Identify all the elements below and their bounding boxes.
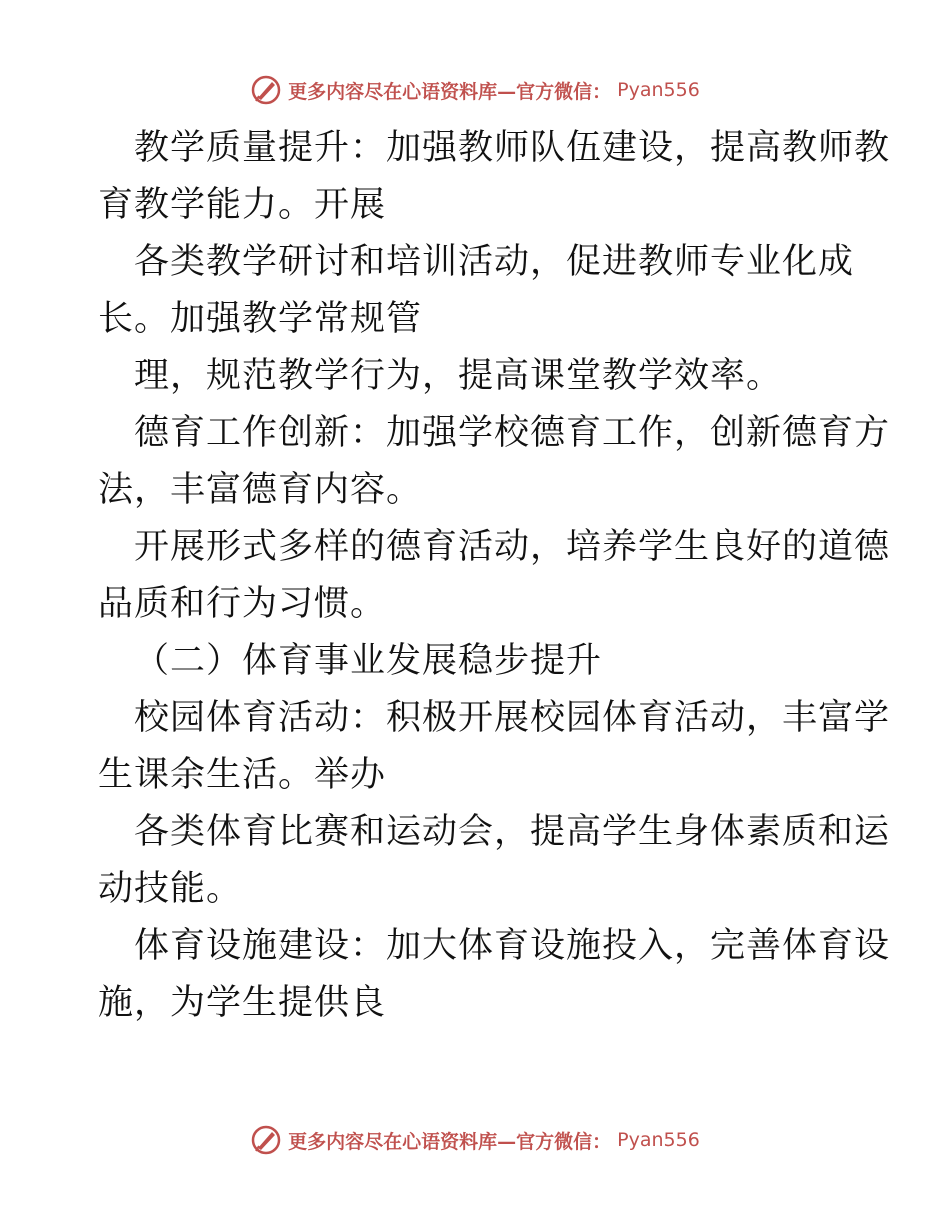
header-watermark-id: Pyan556 [617, 79, 700, 101]
body-line-12: 生课余生活。举办 [98, 755, 387, 795]
body-line-16: 施，为学生提供良 [98, 983, 387, 1023]
document-body [98, 120, 891, 1032]
body-line-2: 育教学能力。开展 [98, 185, 387, 225]
body-line-9: 品质和行为习惯。 [98, 584, 387, 624]
quill-logo-icon [250, 74, 282, 106]
body-line-13: 各类体育比赛和运动会，提高学生身体素质和运 [134, 812, 891, 852]
section-heading: （二）体育事业发展稳步提升 [134, 641, 603, 681]
quill-logo-icon [250, 1124, 282, 1156]
header-watermark-text: 更多内容尽在心语资料库—官方微信： [288, 80, 612, 103]
body-line-1: 教学质量提升：加强教师队伍建设，提高教师教 [134, 128, 891, 168]
footer-watermark [0, 1120, 950, 1160]
body-line-8: 开展形式多样的德育活动，培养学生良好的道德 [134, 527, 891, 567]
body-line-15: 体育设施建设：加大体育设施投入，完善体育设 [134, 926, 891, 966]
body-line-7: 法，丰富德育内容。 [98, 470, 423, 510]
body-line-14: 动技能。 [98, 869, 243, 909]
header-watermark [0, 70, 950, 110]
body-line-5: 理，规范教学行为，提高课堂教学效率。 [134, 356, 783, 396]
body-line-6: 德育工作创新：加强学校德育工作，创新德育方 [134, 413, 891, 453]
body-line-3: 各类教学研讨和培训活动，促进教师专业化成 [134, 242, 855, 282]
footer-watermark-text: 更多内容尽在心语资料库—官方微信： [288, 1130, 612, 1153]
body-line-11: 校园体育活动：积极开展校园体育活动，丰富学 [134, 698, 891, 738]
body-line-4: 长。加强教学常规管 [98, 299, 423, 339]
footer-watermark-id: Pyan556 [617, 1129, 700, 1151]
